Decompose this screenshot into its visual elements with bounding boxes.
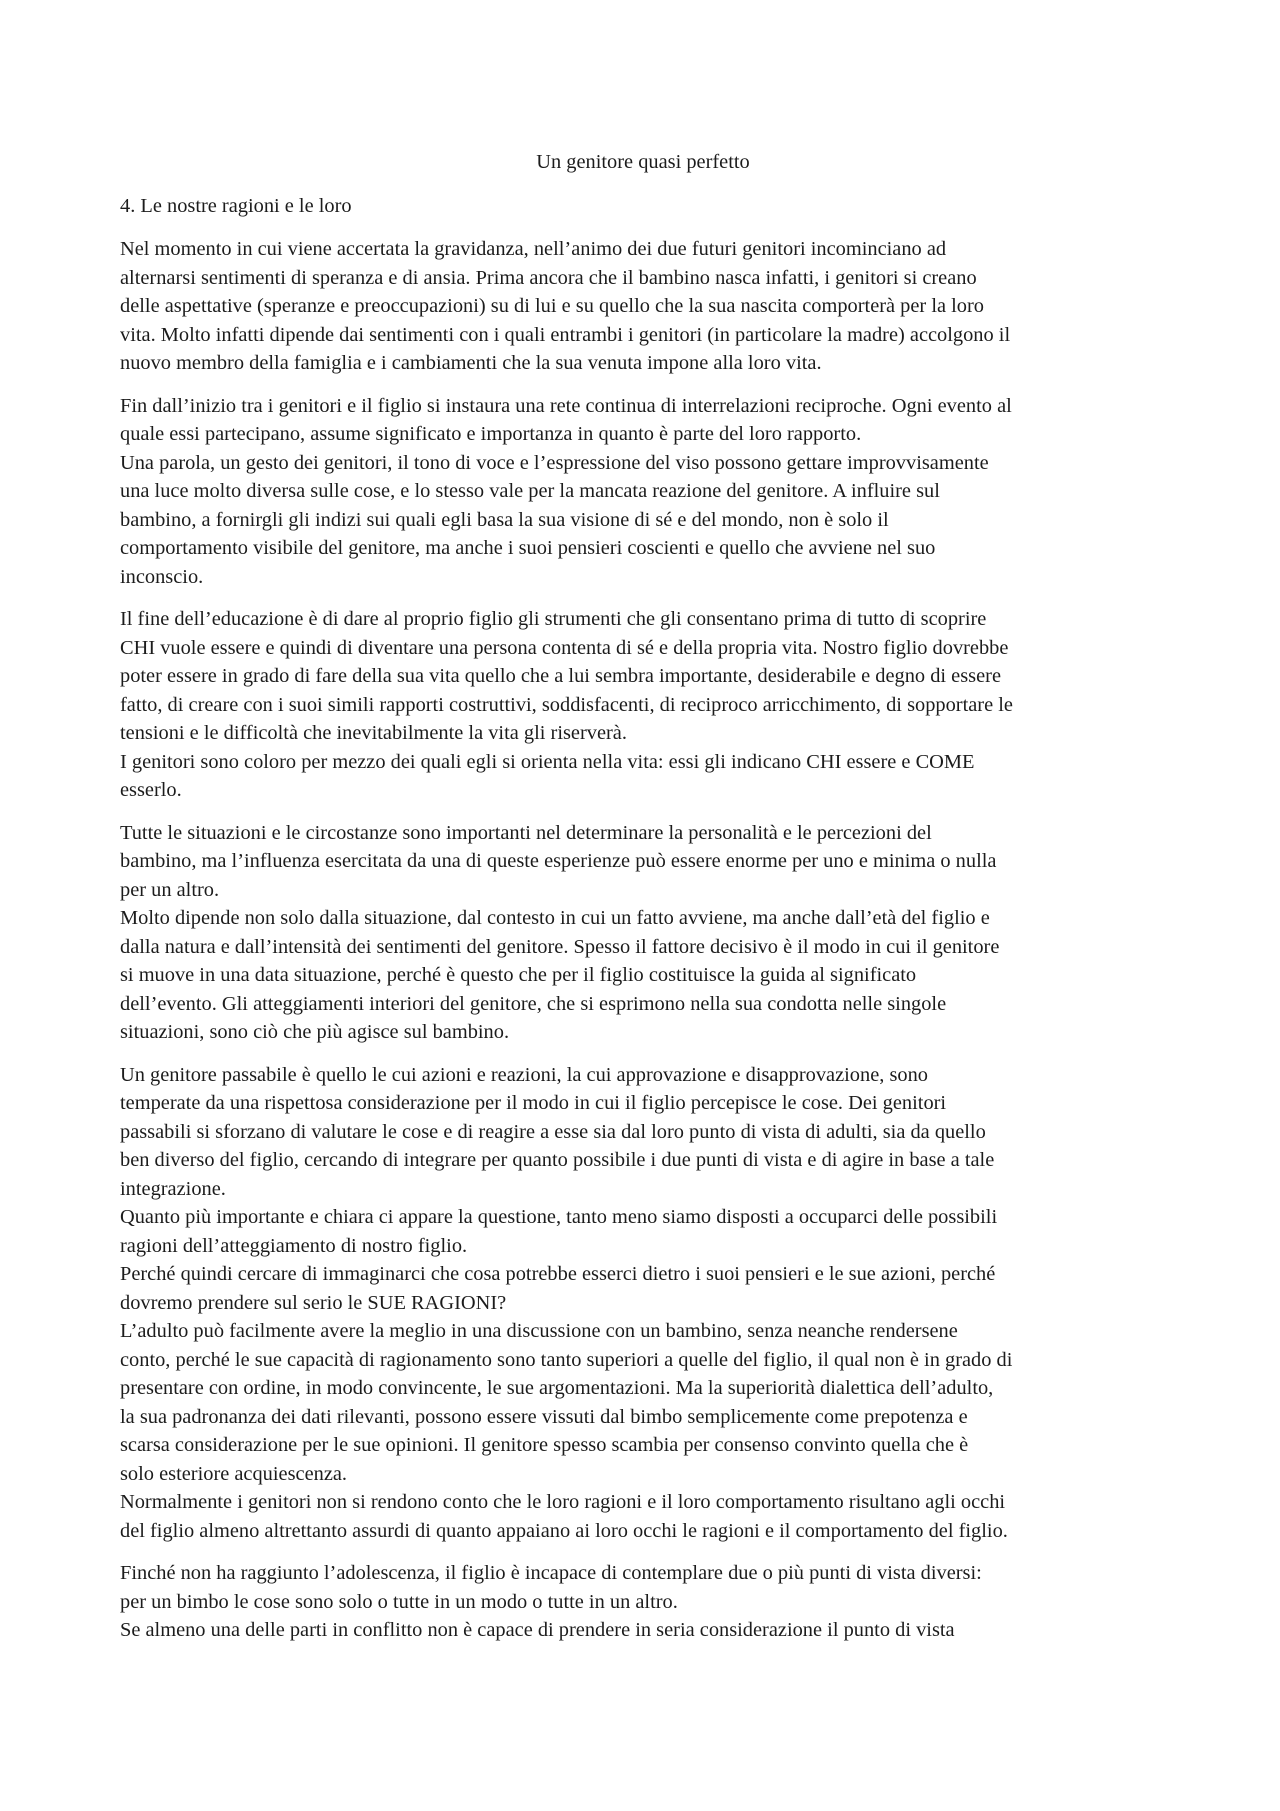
section-heading: 4. Le nostre ragioni e le loro xyxy=(120,194,352,217)
text-line: passabili si sforzano di valutare le cose e di reagire a esse sia dal loro punto di vista di adulti, sia da quello xyxy=(120,1120,986,1143)
document-title: Un genitore quasi perfetto xyxy=(536,151,750,173)
text-line: del figlio almeno altrettanto assurdi di quanto appaiano ai loro occhi le ragioni e il comportamento del figlio. xyxy=(120,1519,1008,1542)
text-line: Normalmente i genitori non si rendono conto che le loro ragioni e il loro comportamento risultano agli occhi xyxy=(120,1491,1006,1513)
text-line: Un genitore passabile è quello le cui azioni e reazioni, la cui approvazione e disapprovazione, sono xyxy=(120,1063,928,1086)
text-line: Nel momento in cui viene accertata la gravidanza, nell’animo dei due futuri genitori incominciano ad xyxy=(120,238,947,260)
text-line: si muove in una data situazione, perché è questo che per il figlio costituisce la guida al significato xyxy=(120,964,917,986)
text-line: situazioni, sono ciò che più agisce sul bambino. xyxy=(120,1021,510,1043)
text-line: Il fine dell’educazione è di dare al proprio figlio gli strumenti che gli consentano prima di tutto di scoprire xyxy=(120,608,987,630)
paragraph xyxy=(120,1559,1166,1645)
text-line: scarsa considerazione per le sue opinioni. Il genitore spesso scambia per consenso convinto quella che è xyxy=(120,1434,969,1456)
text-line: Perché quindi cercare di immaginarci che cosa potrebbe esserci dietro i suoi pensieri e le sue azioni, perché xyxy=(120,1263,996,1285)
text-line: bambino, ma l’influenza esercitata da una di queste esperienze può essere enorme per uno e minima o nulla xyxy=(120,850,997,872)
text-line: dovremo prendere sul serio le SUE RAGIONI? xyxy=(120,1291,507,1314)
text-line: per un altro. xyxy=(120,878,220,901)
text-line: la sua padronanza dei dati rilevanti, possono essere vissuti dal bimbo semplicemente come prepotenza e xyxy=(120,1405,968,1428)
text-line: comportamento visibile del genitore, ma anche i suoi pensieri coscienti e quello che avviene nel suo xyxy=(120,537,936,559)
paragraph xyxy=(120,1061,1166,1546)
text-line: dalla natura e dall’intensità dei sentimenti del genitore. Spesso il fattore decisivo è il modo in cui il genitore xyxy=(120,935,1000,958)
text-line: alternarsi sentimenti di speranza e di ansia. Prima ancora che il bambino nasca infatti, i genitori si creano xyxy=(120,266,977,289)
text-line: presentare con ordine, in modo convincente, le sue argomentazioni. Ma la superiorità dialettica dell’adulto, xyxy=(120,1377,994,1399)
text-line: solo esteriore acquiescenza. xyxy=(120,1462,348,1485)
text-line: I genitori sono coloro per mezzo dei quali egli si orienta nella vita: essi gli indicano CHI essere e COME xyxy=(120,750,975,773)
text-line: dell’evento. Gli atteggiamenti interiori del genitore, che si esprimono nella sua condotta nelle singole xyxy=(120,992,947,1015)
document-body xyxy=(120,235,1166,1645)
text-line: inconscio. xyxy=(120,565,204,588)
text-line: CHI vuole essere e quindi di diventare una persona contenta di sé e della propria vita. Nostro figlio dovrebbe xyxy=(120,636,1009,659)
text-line: ragioni dell’atteggiamento di nostro figlio. xyxy=(120,1234,468,1257)
text-line: nuovo membro della famiglia e i cambiamenti che la sua venuta impone alla loro vita. xyxy=(120,352,822,374)
text-line: per un bimbo le cose sono solo o tutte in un modo o tutte in un altro. xyxy=(120,1590,678,1613)
text-line: esserlo. xyxy=(120,779,182,801)
text-line: Finché non ha raggiunto l’adolescenza, il figlio è incapace di contemplare due o più punti di vista diversi: xyxy=(120,1562,982,1584)
paragraph xyxy=(120,235,1166,378)
text-line: delle aspettative (speranze e preoccupazioni) su di lui e su quello che la sua nascita comporterà per la loro xyxy=(120,295,984,317)
text-line: temperate da una rispettosa considerazione per il modo in cui il figlio percepisce le cose. Dei genitori xyxy=(120,1092,947,1114)
text-line: integrazione. xyxy=(120,1177,226,1200)
text-line: ben diverso del figlio, cercando di integrare per quanto possibile i due punti di vista e di agire in base a tale xyxy=(120,1149,995,1171)
paragraph xyxy=(120,819,1166,1047)
text-line: L’adulto può facilmente avere la meglio in una discussione con un bambino, senza neanche rendersene xyxy=(120,1320,958,1342)
text-line: Fin dall’inizio tra i genitori e il figlio si instaura una rete continua di interrelazioni reciproche. Ogni evento al xyxy=(120,394,1012,417)
document-page xyxy=(120,148,1166,1659)
text-line: poter essere in grado di fare della sua vita quello che a lui sembra importante, desiderabile e degno di essere xyxy=(120,665,1001,687)
text-line: una luce molto diversa sulle cose, e lo stesso vale per la mancata reazione del genitore. A influire sul xyxy=(120,480,940,502)
text-line: Una parola, un gesto dei genitori, il tono di voce e l’espressione del viso possono gettare improvvisamente xyxy=(120,451,989,474)
text-line: conto, perché le sue capacità di ragionamento sono tanto superiori a quelle del figlio, il qual non è in grado di xyxy=(120,1348,1013,1371)
paragraph xyxy=(120,605,1166,805)
text-line: Se almeno una delle parti in conflitto non è capace di prendere in seria considerazione il punto di vista xyxy=(120,1619,955,1641)
text-line: fatto, di creare con i suoi simili rapporti costruttivi, soddisfacenti, di reciproco arricchimento, di sopportare le xyxy=(120,693,1013,716)
text-line: vita. Molto infatti dipende dai sentimenti con i quali entrambi i genitori (in particolare la madre) accolgono il xyxy=(120,323,1011,346)
paragraph xyxy=(120,392,1166,592)
text-line: quale essi partecipano, assume significato e importanza in quanto è parte del loro rapporto. xyxy=(120,423,862,445)
text-line: tensioni e le difficoltà che inevitabilmente la vita gli riserverà. xyxy=(120,722,627,744)
text-line: Molto dipende non solo dalla situazione, dal contesto in cui un fatto avviene, ma anche dall’età del figlio e xyxy=(120,907,990,929)
text-line: Tutte le situazioni e le circostanze sono importanti nel determinare la personalità e le percezioni del xyxy=(120,821,932,844)
text-line: bambino, a fornirgli gli indizi sui quali egli basa la sua visione di sé e del mondo, non è solo il xyxy=(120,508,889,531)
text-line: Quanto più importante e chiara ci appare la questione, tanto meno siamo disposti a occuparci delle possibili xyxy=(120,1206,998,1228)
